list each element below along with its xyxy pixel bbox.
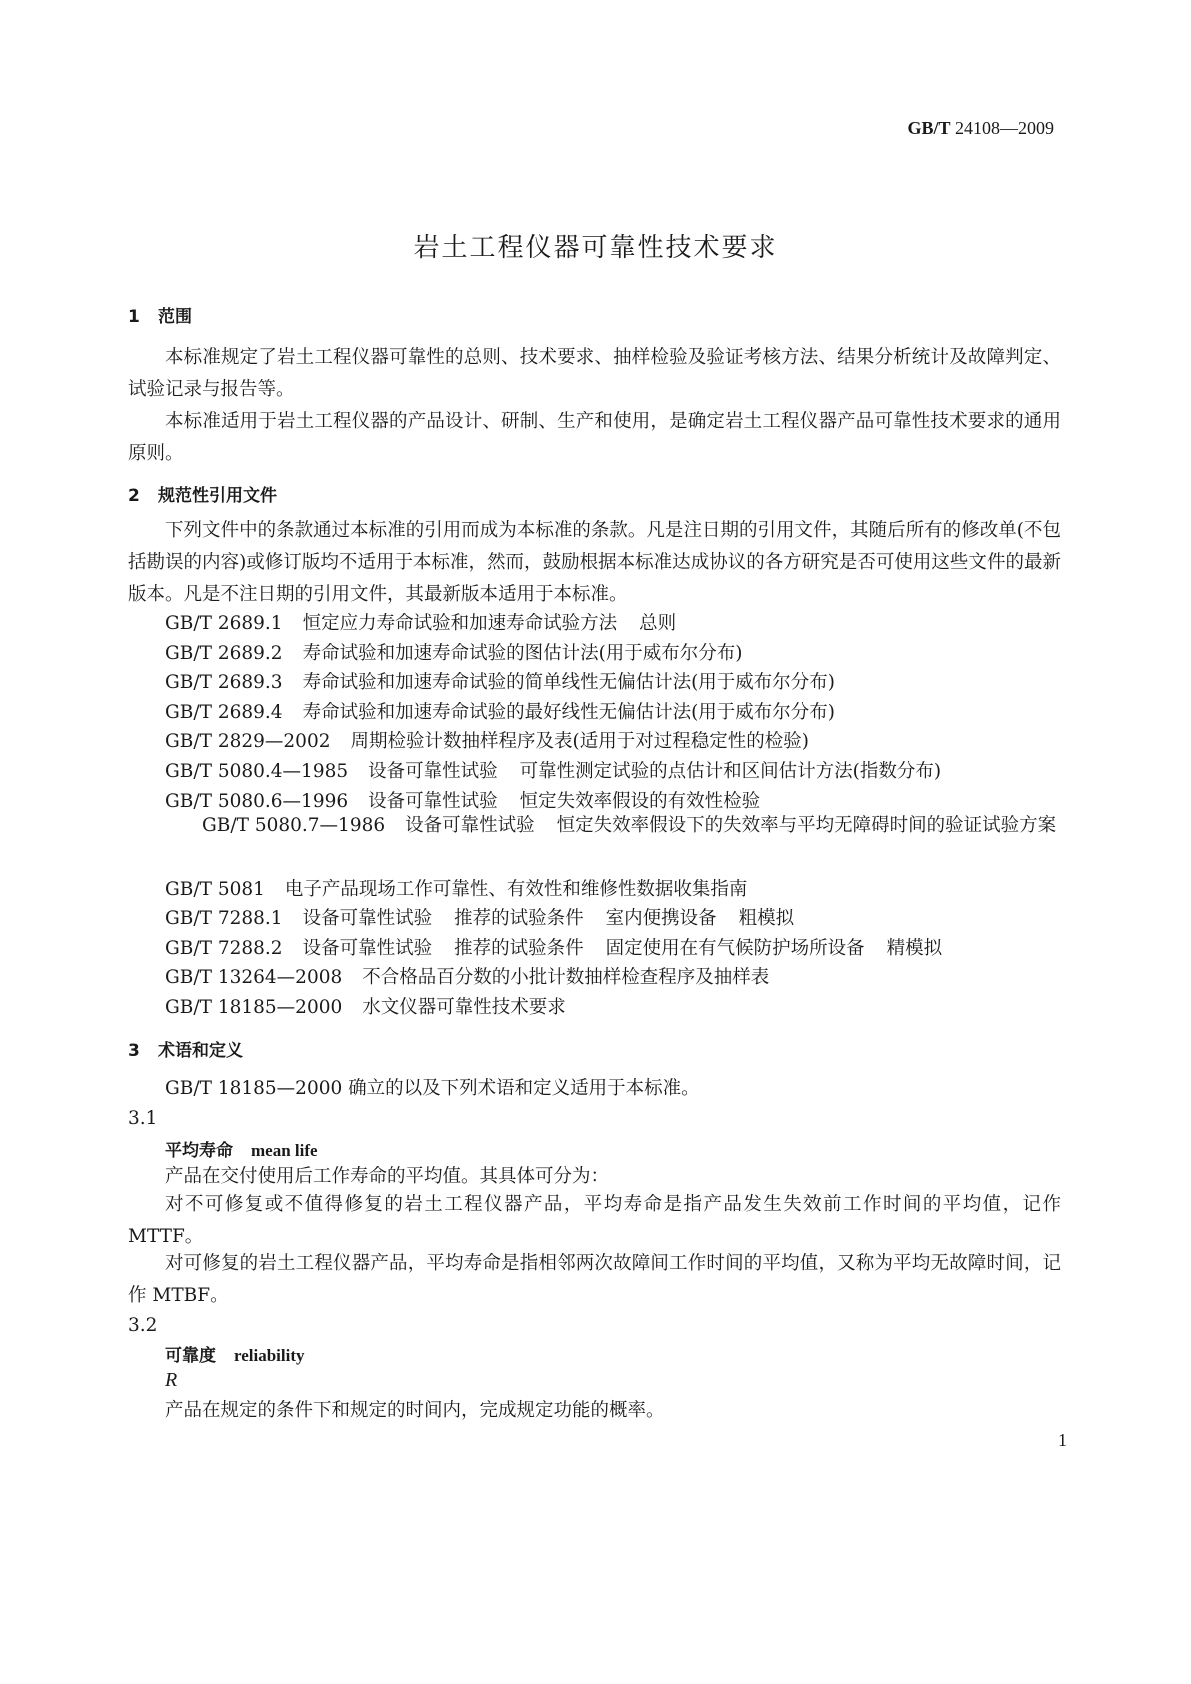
term-symbol: R — [165, 1369, 178, 1391]
reference-item: GB/T 13264—2008 不合格品百分数的小批计数抽样检查程序及抽样表 — [165, 967, 770, 988]
reference-item: GB/T 5080.4—1985 设备可靠性试验 可靠性测定试验的点估计和区间估计方法(指数分布) — [165, 761, 942, 782]
term-note-paragraph: 对可修复的岩土工程仪器产品，平均寿命是指相邻两次故障间工作时间的平均值，又称为平均无故障时间，记作 MTBF。 — [128, 1253, 1061, 1306]
reference-item: GB/T 2689.1 恒定应力寿命试验和加速寿命试验方法 总则 — [165, 613, 677, 634]
term-definition: 产品在规定的条件下和规定的时间内，完成规定功能的概率。 — [165, 1400, 665, 1421]
reference-item: GB/T 7288.2 设备可靠性试验 推荐的试验条件 固定使用在有气候防护场所设备 精模拟 — [165, 938, 943, 959]
section-3-heading: 3 术语和定义 — [128, 1041, 243, 1061]
page-number: 1 — [1058, 1430, 1067, 1450]
term-heading: 平均寿命 mean life — [165, 1141, 318, 1161]
standard-code: GB/T 24108—2009 — [907, 118, 1054, 138]
reference-item: GB/T 7288.1 设备可靠性试验 推荐的试验条件 室内便携设备 粗模拟 — [165, 908, 795, 929]
section-1-heading: 1 范围 — [128, 307, 192, 327]
term-heading: 可靠度 reliability — [165, 1346, 305, 1366]
reference-item: GB/T 2689.4 寿命试验和加速寿命试验的最好线性无偏估计法(用于威布尔分布) — [165, 702, 836, 723]
reference-item: GB/T 18185—2000 水文仪器可靠性技术要求 — [165, 997, 566, 1018]
reference-item: GB/T 2689.2 寿命试验和加速寿命试验的图估计法(用于威布尔分布) — [165, 643, 743, 664]
term-definition: 产品在交付使用后工作寿命的平均值。其具体可分为： — [165, 1166, 610, 1187]
section-2-heading: 2 规范性引用文件 — [128, 486, 277, 506]
section-2-intro: 下列文件中的条款通过本标准的引用而成为本标准的条款。凡是注日期的引用文件，其随后所有的修改单(不包括勘误的内容)或修订版均不适用于本标准，然而，鼓励根据本标准达成协议的各方研究是否可使用这些文件的最新版本。凡是不注日期的引用文件，其最新版本适用于本标准。 — [128, 520, 1061, 605]
reference-item: GB/T 5081 电子产品现场工作可靠性、有效性和维修性数据收集指南 — [165, 879, 748, 900]
reference-item: GB/T 5080.6—1996 设备可靠性试验 恒定失效率假设的有效性检验 — [165, 791, 761, 812]
clause-number: 3.2 — [128, 1315, 158, 1336]
clause-number: 3.1 — [128, 1108, 158, 1129]
reference-item: GB/T 5080.7—1986 设备可靠性试验 恒定失效率假设下的失效率与平均无障碍时间的验证试验方案 — [202, 815, 1057, 836]
term-note-paragraph: 对不可修复或不值得修复的岩土工程仪器产品，平均寿命是指产品发生失效前工作时间的平均值，记作 MTTF。 — [128, 1194, 1061, 1247]
section-3-intro: GB/T 18185—2000 确立的以及下列术语和定义适用于本标准。 — [165, 1078, 700, 1099]
section-1-paragraph-2: 本标准适用于岩土工程仪器的产品设计、研制、生产和使用，是确定岩土工程仪器产品可靠性技术要求的通用原则。 — [128, 411, 1061, 464]
reference-item: GB/T 2829—2002 周期检验计数抽样程序及表(适用于对过程稳定性的检验) — [165, 731, 809, 752]
document-title: 岩土工程仪器可靠性技术要求 — [413, 233, 778, 263]
section-1-paragraph-1: 本标准规定了岩土工程仪器可靠性的总则、技术要求、抽样检验及验证考核方法、结果分析统计及故障判定、试验记录与报告等。 — [128, 347, 1061, 400]
reference-item: GB/T 2689.3 寿命试验和加速寿命试验的简单线性无偏估计法(用于威布尔分布) — [165, 672, 836, 693]
